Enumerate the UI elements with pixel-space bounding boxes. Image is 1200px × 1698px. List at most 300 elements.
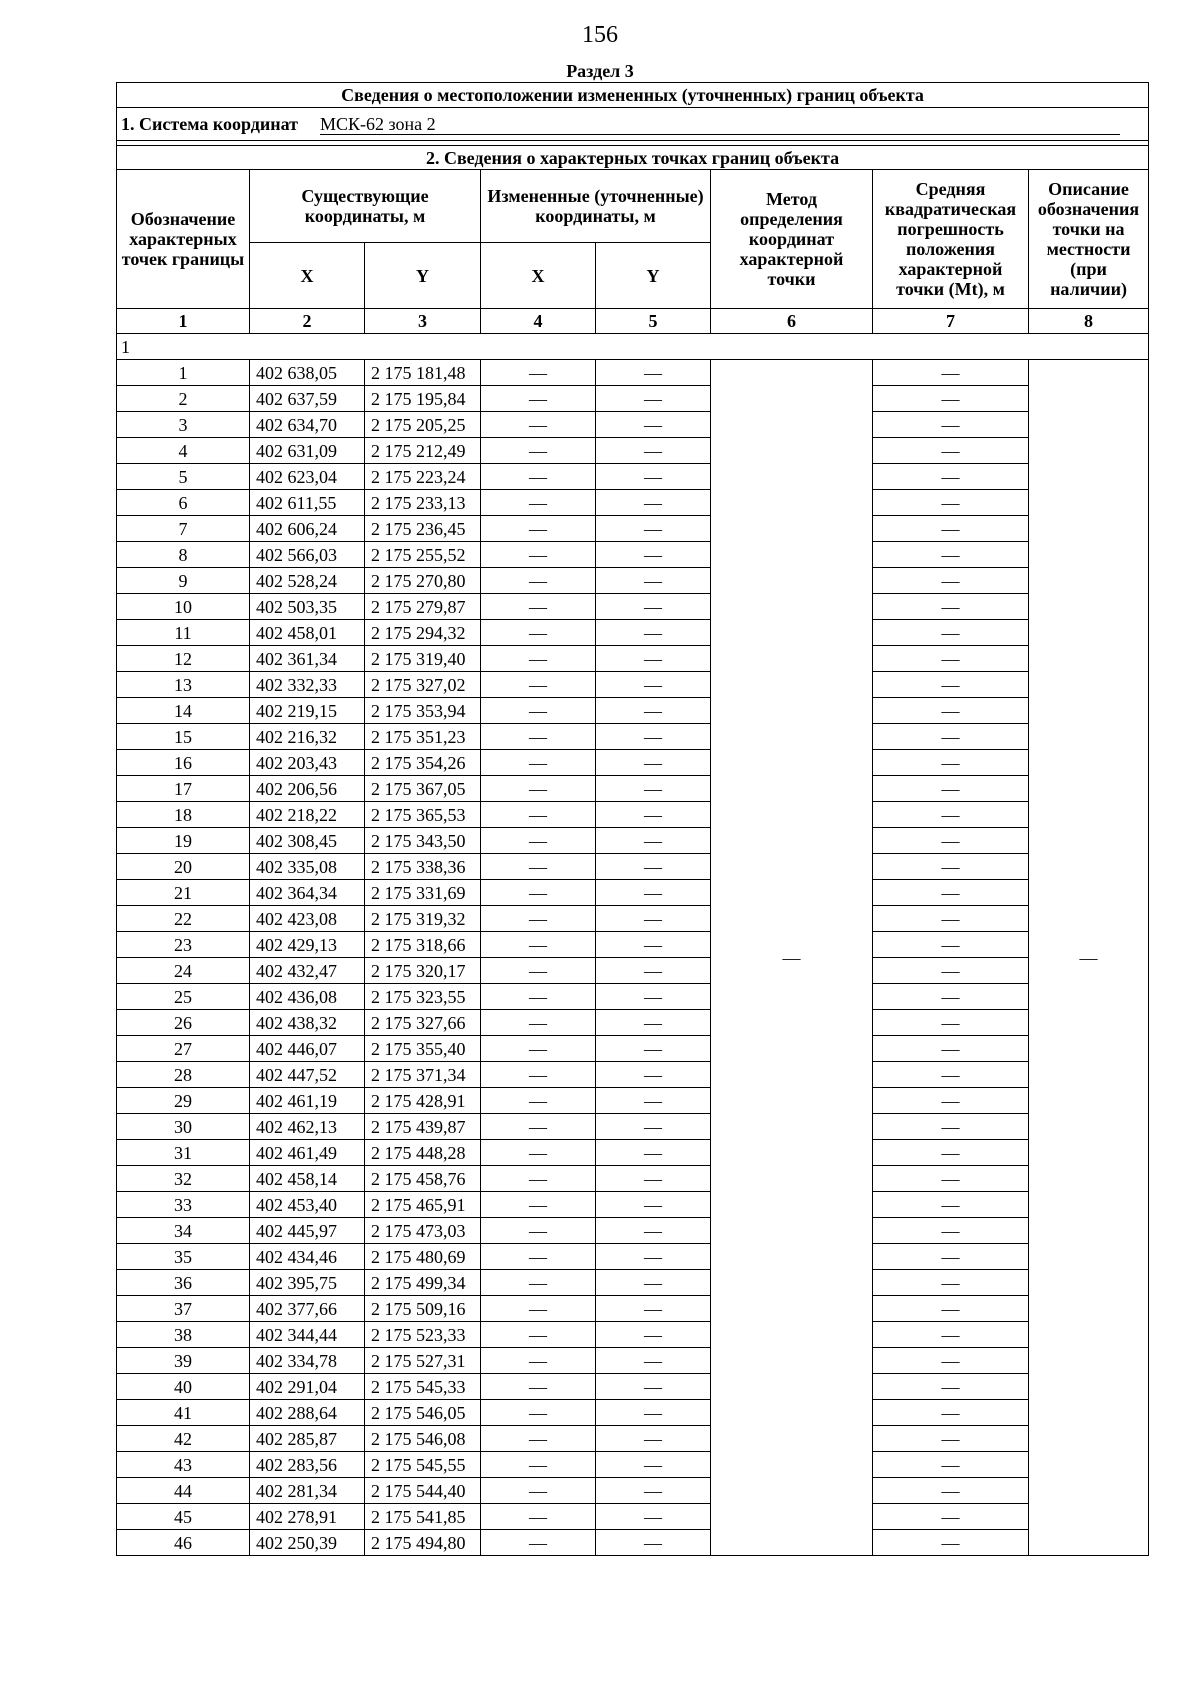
table-row: [117, 724, 1149, 750]
column-number: 5: [596, 309, 711, 334]
mean-square-error-value: —: [873, 724, 1029, 750]
point-number: 8: [117, 542, 250, 568]
table-row: [117, 568, 1149, 594]
existing-x-value: 402 281,34: [250, 1478, 365, 1504]
existing-y-value: 2 175 371,34: [365, 1062, 481, 1088]
changed-y-value: —: [596, 698, 711, 724]
table-row: [117, 1530, 1149, 1556]
table-row: [117, 672, 1149, 698]
changed-x-value: —: [481, 1504, 596, 1530]
table-row: [117, 490, 1149, 516]
table-row: [117, 1192, 1149, 1218]
changed-y-value: —: [596, 516, 711, 542]
point-number: 44: [117, 1478, 250, 1504]
table-row: [117, 1322, 1149, 1348]
point-number: 15: [117, 724, 250, 750]
existing-y-value: 2 175 546,08: [365, 1426, 481, 1452]
mean-square-error-value: —: [873, 828, 1029, 854]
table-row: [117, 1140, 1149, 1166]
header-existing-y: Y: [365, 243, 481, 309]
changed-y-value: —: [596, 1218, 711, 1244]
existing-y-value: 2 175 439,87: [365, 1114, 481, 1140]
mean-square-error-value: —: [873, 1374, 1029, 1400]
changed-y-value: —: [596, 1322, 711, 1348]
changed-x-value: —: [481, 958, 596, 984]
table-row: [117, 542, 1149, 568]
existing-y-value: 2 175 544,40: [365, 1478, 481, 1504]
existing-y-value: 2 175 353,94: [365, 698, 481, 724]
table-row: [117, 1010, 1149, 1036]
table-row: [117, 1062, 1149, 1088]
changed-x-value: —: [481, 438, 596, 464]
existing-x-value: 402 344,44: [250, 1322, 365, 1348]
existing-y-value: 2 175 327,02: [365, 672, 481, 698]
changed-y-value: —: [596, 1348, 711, 1374]
changed-y-value: —: [596, 1530, 711, 1556]
changed-y-value: —: [596, 360, 711, 386]
existing-y-value: 2 175 465,91: [365, 1192, 481, 1218]
mean-square-error-value: —: [873, 698, 1029, 724]
changed-x-value: —: [481, 568, 596, 594]
changed-x-value: —: [481, 1400, 596, 1426]
existing-y-value: 2 175 367,05: [365, 776, 481, 802]
mean-square-error-value: —: [873, 594, 1029, 620]
point-number: 21: [117, 880, 250, 906]
point-number: 16: [117, 750, 250, 776]
header-row-1: [117, 170, 1149, 243]
mean-square-error-value: —: [873, 672, 1029, 698]
existing-x-value: 402 503,35: [250, 594, 365, 620]
column-number: 1: [117, 309, 250, 334]
existing-x-value: 402 278,91: [250, 1504, 365, 1530]
table-body: [117, 83, 1149, 1556]
changed-x-value: —: [481, 1140, 596, 1166]
point-number: 27: [117, 1036, 250, 1062]
existing-y-value: 2 175 205,25: [365, 412, 481, 438]
changed-y-value: —: [596, 828, 711, 854]
changed-x-value: —: [481, 646, 596, 672]
changed-y-value: —: [596, 802, 711, 828]
changed-x-value: —: [481, 984, 596, 1010]
changed-x-value: —: [481, 698, 596, 724]
mean-square-error-value: —: [873, 1192, 1029, 1218]
mean-square-error-value: —: [873, 386, 1029, 412]
mean-square-error-value: —: [873, 1244, 1029, 1270]
mean-square-error-value: —: [873, 1010, 1029, 1036]
mean-square-error-value: —: [873, 1452, 1029, 1478]
header-changed-y: Y: [596, 243, 711, 309]
header-existing-x: X: [250, 243, 365, 309]
existing-x-value: 402 203,43: [250, 750, 365, 776]
changed-x-value: —: [481, 1270, 596, 1296]
table-row: [117, 776, 1149, 802]
changed-x-value: —: [481, 854, 596, 880]
point-number: 39: [117, 1348, 250, 1374]
table-row: [117, 1036, 1149, 1062]
table-row: [117, 802, 1149, 828]
changed-y-value: —: [596, 1114, 711, 1140]
table-row: [117, 464, 1149, 490]
contour-label: 1: [117, 334, 1149, 360]
changed-y-value: —: [596, 958, 711, 984]
existing-x-value: 402 462,13: [250, 1114, 365, 1140]
changed-y-value: —: [596, 776, 711, 802]
table-title-row: [117, 83, 1149, 108]
mean-square-error-value: —: [873, 1296, 1029, 1322]
existing-x-value: 402 638,05: [250, 360, 365, 386]
table-row: [117, 880, 1149, 906]
table-row: [117, 1088, 1149, 1114]
existing-x-value: 402 364,34: [250, 880, 365, 906]
point-number: 32: [117, 1166, 250, 1192]
table-row: [117, 1452, 1149, 1478]
mean-square-error-value: —: [873, 568, 1029, 594]
changed-x-value: —: [481, 620, 596, 646]
mean-square-error-value: —: [873, 1062, 1029, 1088]
point-number: 7: [117, 516, 250, 542]
existing-x-value: 402 637,59: [250, 386, 365, 412]
existing-y-value: 2 175 499,34: [365, 1270, 481, 1296]
point-number: 18: [117, 802, 250, 828]
existing-y-value: 2 175 545,55: [365, 1452, 481, 1478]
table-row: [117, 646, 1149, 672]
points-title-row: [117, 146, 1149, 170]
table-row: [117, 386, 1149, 412]
existing-y-value: 2 175 541,85: [365, 1504, 481, 1530]
table-row: [117, 1348, 1149, 1374]
existing-y-value: 2 175 318,66: [365, 932, 481, 958]
existing-x-value: 402 458,14: [250, 1166, 365, 1192]
changed-y-value: —: [596, 1244, 711, 1270]
existing-y-value: 2 175 523,33: [365, 1322, 481, 1348]
existing-x-value: 402 611,55: [250, 490, 365, 516]
existing-y-value: 2 175 343,50: [365, 828, 481, 854]
point-number: 2: [117, 386, 250, 412]
table-row: [117, 1400, 1149, 1426]
table-row: [117, 698, 1149, 724]
changed-x-value: —: [481, 672, 596, 698]
mean-square-error-value: —: [873, 880, 1029, 906]
table-row: [117, 594, 1149, 620]
changed-x-value: —: [481, 1478, 596, 1504]
point-number: 19: [117, 828, 250, 854]
point-number: 23: [117, 932, 250, 958]
point-number: 31: [117, 1140, 250, 1166]
point-number: 42: [117, 1426, 250, 1452]
points-title: 2. Сведения о характерных точках границ объекта: [117, 146, 1149, 170]
changed-y-value: —: [596, 1374, 711, 1400]
changed-x-value: —: [481, 1374, 596, 1400]
changed-x-value: —: [481, 1192, 596, 1218]
existing-y-value: 2 175 233,13: [365, 490, 481, 516]
existing-x-value: 402 395,75: [250, 1270, 365, 1296]
table-row: [117, 620, 1149, 646]
point-number: 34: [117, 1218, 250, 1244]
changed-x-value: —: [481, 828, 596, 854]
point-number: 3: [117, 412, 250, 438]
changed-x-value: —: [481, 1296, 596, 1322]
existing-x-value: 402 291,04: [250, 1374, 365, 1400]
changed-y-value: —: [596, 1270, 711, 1296]
point-number: 24: [117, 958, 250, 984]
existing-y-value: 2 175 509,16: [365, 1296, 481, 1322]
existing-x-value: 402 334,78: [250, 1348, 365, 1374]
point-number: 10: [117, 594, 250, 620]
point-number: 38: [117, 1322, 250, 1348]
header-description: Описание обозначения точки на местности (при наличии): [1029, 170, 1149, 309]
table-row: [117, 1426, 1149, 1452]
existing-x-value: 402 288,64: [250, 1400, 365, 1426]
mean-square-error-value: —: [873, 1478, 1029, 1504]
table-row: [117, 958, 1149, 984]
changed-x-value: —: [481, 594, 596, 620]
mean-square-error-value: —: [873, 490, 1029, 516]
point-number: 41: [117, 1400, 250, 1426]
mean-square-error-value: —: [873, 802, 1029, 828]
existing-y-value: 2 175 494,80: [365, 1530, 481, 1556]
changed-y-value: —: [596, 490, 711, 516]
existing-y-value: 2 175 527,31: [365, 1348, 481, 1374]
point-number: 14: [117, 698, 250, 724]
mean-square-error-value: —: [873, 854, 1029, 880]
existing-x-value: 402 377,66: [250, 1296, 365, 1322]
changed-x-value: —: [481, 360, 596, 386]
changed-x-value: —: [481, 1062, 596, 1088]
point-number: 9: [117, 568, 250, 594]
changed-y-value: —: [596, 1452, 711, 1478]
changed-x-value: —: [481, 1166, 596, 1192]
crs-row: [117, 108, 1149, 141]
changed-y-value: —: [596, 438, 711, 464]
changed-x-value: —: [481, 464, 596, 490]
changed-y-value: —: [596, 750, 711, 776]
existing-y-value: 2 175 279,87: [365, 594, 481, 620]
existing-x-value: 402 283,56: [250, 1452, 365, 1478]
point-number: 43: [117, 1452, 250, 1478]
existing-y-value: 2 175 320,17: [365, 958, 481, 984]
existing-y-value: 2 175 351,23: [365, 724, 481, 750]
existing-x-value: 402 432,47: [250, 958, 365, 984]
mean-square-error-value: —: [873, 464, 1029, 490]
table-row: [117, 1478, 1149, 1504]
crs-value: МСК-62 зона 2: [320, 114, 1120, 135]
description-value: —: [1029, 360, 1149, 1556]
changed-x-value: —: [481, 412, 596, 438]
header-changed-coordinates: Измененные (уточненные) координаты, м: [481, 170, 711, 243]
mean-square-error-value: —: [873, 438, 1029, 464]
table-row: [117, 1218, 1149, 1244]
changed-x-value: —: [481, 1010, 596, 1036]
changed-x-value: —: [481, 542, 596, 568]
existing-y-value: 2 175 448,28: [365, 1140, 481, 1166]
table-row: [117, 1270, 1149, 1296]
point-number: 35: [117, 1244, 250, 1270]
mean-square-error-value: —: [873, 412, 1029, 438]
existing-y-value: 2 175 319,40: [365, 646, 481, 672]
existing-y-value: 2 175 212,49: [365, 438, 481, 464]
existing-y-value: 2 175 365,53: [365, 802, 481, 828]
changed-y-value: —: [596, 568, 711, 594]
existing-y-value: 2 175 428,91: [365, 1088, 481, 1114]
changed-y-value: —: [596, 386, 711, 412]
changed-y-value: —: [596, 542, 711, 568]
mean-square-error-value: —: [873, 906, 1029, 932]
changed-y-value: —: [596, 880, 711, 906]
point-number: 30: [117, 1114, 250, 1140]
point-number: 28: [117, 1062, 250, 1088]
existing-x-value: 402 218,22: [250, 802, 365, 828]
changed-y-value: —: [596, 1296, 711, 1322]
existing-x-value: 402 206,56: [250, 776, 365, 802]
changed-x-value: —: [481, 750, 596, 776]
changed-y-value: —: [596, 1140, 711, 1166]
changed-x-value: —: [481, 490, 596, 516]
changed-y-value: —: [596, 1062, 711, 1088]
column-number: 7: [873, 309, 1029, 334]
mean-square-error-value: —: [873, 1426, 1029, 1452]
existing-x-value: 402 219,15: [250, 698, 365, 724]
existing-y-value: 2 175 545,33: [365, 1374, 481, 1400]
changed-x-value: —: [481, 1348, 596, 1374]
existing-y-value: 2 175 323,55: [365, 984, 481, 1010]
existing-x-value: 402 446,07: [250, 1036, 365, 1062]
changed-x-value: —: [481, 1452, 596, 1478]
mean-square-error-value: —: [873, 1114, 1029, 1140]
contour-row: [117, 334, 1149, 360]
existing-y-value: 2 175 181,48: [365, 360, 481, 386]
point-number: 17: [117, 776, 250, 802]
mean-square-error-value: —: [873, 1530, 1029, 1556]
changed-y-value: —: [596, 594, 711, 620]
table-row: [117, 854, 1149, 880]
point-number: 46: [117, 1530, 250, 1556]
method-value: —: [711, 360, 873, 1556]
existing-y-value: 2 175 458,76: [365, 1166, 481, 1192]
mean-square-error-value: —: [873, 646, 1029, 672]
table-row: [117, 1166, 1149, 1192]
existing-y-value: 2 175 480,69: [365, 1244, 481, 1270]
point-number: 36: [117, 1270, 250, 1296]
changed-x-value: —: [481, 776, 596, 802]
changed-x-value: —: [481, 1530, 596, 1556]
existing-x-value: 402 566,03: [250, 542, 365, 568]
table-title: Сведения о местоположении измененных (уточненных) границ объекта: [117, 83, 1149, 108]
existing-y-value: 2 175 195,84: [365, 386, 481, 412]
table-row: [117, 1296, 1149, 1322]
changed-y-value: —: [596, 984, 711, 1010]
section-title: Раздел 3: [566, 61, 634, 81]
table-row: [117, 1244, 1149, 1270]
changed-x-value: —: [481, 516, 596, 542]
changed-y-value: —: [596, 1400, 711, 1426]
changed-x-value: —: [481, 1036, 596, 1062]
changed-y-value: —: [596, 1478, 711, 1504]
existing-x-value: 402 250,39: [250, 1530, 365, 1556]
mean-square-error-value: —: [873, 958, 1029, 984]
mean-square-error-value: —: [873, 1400, 1029, 1426]
changed-x-value: —: [481, 386, 596, 412]
column-number: 6: [711, 309, 873, 334]
existing-y-value: 2 175 354,26: [365, 750, 481, 776]
crs-label: 1. Система координат: [121, 113, 298, 134]
table-row: [117, 750, 1149, 776]
existing-x-value: 402 438,32: [250, 1010, 365, 1036]
boundary-points-table: [116, 82, 1149, 1556]
header-method: Метод определения координат характерной точки: [711, 170, 873, 309]
existing-x-value: 402 631,09: [250, 438, 365, 464]
header-mean-square-error: Средняя квадратическая погрешность положения характерной точки (Mt), м: [873, 170, 1029, 309]
mean-square-error-value: —: [873, 1348, 1029, 1374]
mean-square-error-value: —: [873, 542, 1029, 568]
changed-y-value: —: [596, 906, 711, 932]
changed-y-value: —: [596, 1036, 711, 1062]
existing-y-value: 2 175 294,32: [365, 620, 481, 646]
mean-square-error-value: —: [873, 1322, 1029, 1348]
changed-y-value: —: [596, 1426, 711, 1452]
changed-y-value: —: [596, 1166, 711, 1192]
point-number: 1: [117, 360, 250, 386]
existing-x-value: 402 461,49: [250, 1140, 365, 1166]
changed-y-value: —: [596, 854, 711, 880]
changed-y-value: —: [596, 412, 711, 438]
point-number: 26: [117, 1010, 250, 1036]
existing-x-value: 402 606,24: [250, 516, 365, 542]
existing-y-value: 2 175 255,52: [365, 542, 481, 568]
changed-x-value: —: [481, 906, 596, 932]
column-number: 3: [365, 309, 481, 334]
table-row: [117, 1504, 1149, 1530]
point-number: 40: [117, 1374, 250, 1400]
mean-square-error-value: —: [873, 1504, 1029, 1530]
mean-square-error-value: —: [873, 1218, 1029, 1244]
header-changed-x: X: [481, 243, 596, 309]
existing-x-value: 402 308,45: [250, 828, 365, 854]
existing-y-value: 2 175 473,03: [365, 1218, 481, 1244]
existing-y-value: 2 175 331,69: [365, 880, 481, 906]
existing-x-value: 402 429,13: [250, 932, 365, 958]
existing-x-value: 402 436,08: [250, 984, 365, 1010]
point-number: 11: [117, 620, 250, 646]
existing-x-value: 402 447,52: [250, 1062, 365, 1088]
changed-y-value: —: [596, 1088, 711, 1114]
existing-x-value: 402 332,33: [250, 672, 365, 698]
column-numbers-row: [117, 309, 1149, 334]
changed-y-value: —: [596, 932, 711, 958]
existing-y-value: 2 175 546,05: [365, 1400, 481, 1426]
page-number: 156: [582, 22, 618, 48]
point-number: 37: [117, 1296, 250, 1322]
existing-x-value: 402 285,87: [250, 1426, 365, 1452]
point-number: 45: [117, 1504, 250, 1530]
point-number: 6: [117, 490, 250, 516]
column-number: 2: [250, 309, 365, 334]
header-existing-coordinates: Существующие координаты, м: [250, 170, 481, 243]
mean-square-error-value: —: [873, 932, 1029, 958]
mean-square-error-value: —: [873, 1270, 1029, 1296]
existing-x-value: 402 458,01: [250, 620, 365, 646]
existing-x-value: 402 423,08: [250, 906, 365, 932]
mean-square-error-value: —: [873, 516, 1029, 542]
table-row: [117, 932, 1149, 958]
point-number: 20: [117, 854, 250, 880]
changed-y-value: —: [596, 672, 711, 698]
existing-x-value: 402 461,19: [250, 1088, 365, 1114]
table-row: [117, 360, 1149, 386]
existing-y-value: 2 175 355,40: [365, 1036, 481, 1062]
existing-x-value: 402 335,08: [250, 854, 365, 880]
changed-x-value: —: [481, 1426, 596, 1452]
table-row: [117, 906, 1149, 932]
